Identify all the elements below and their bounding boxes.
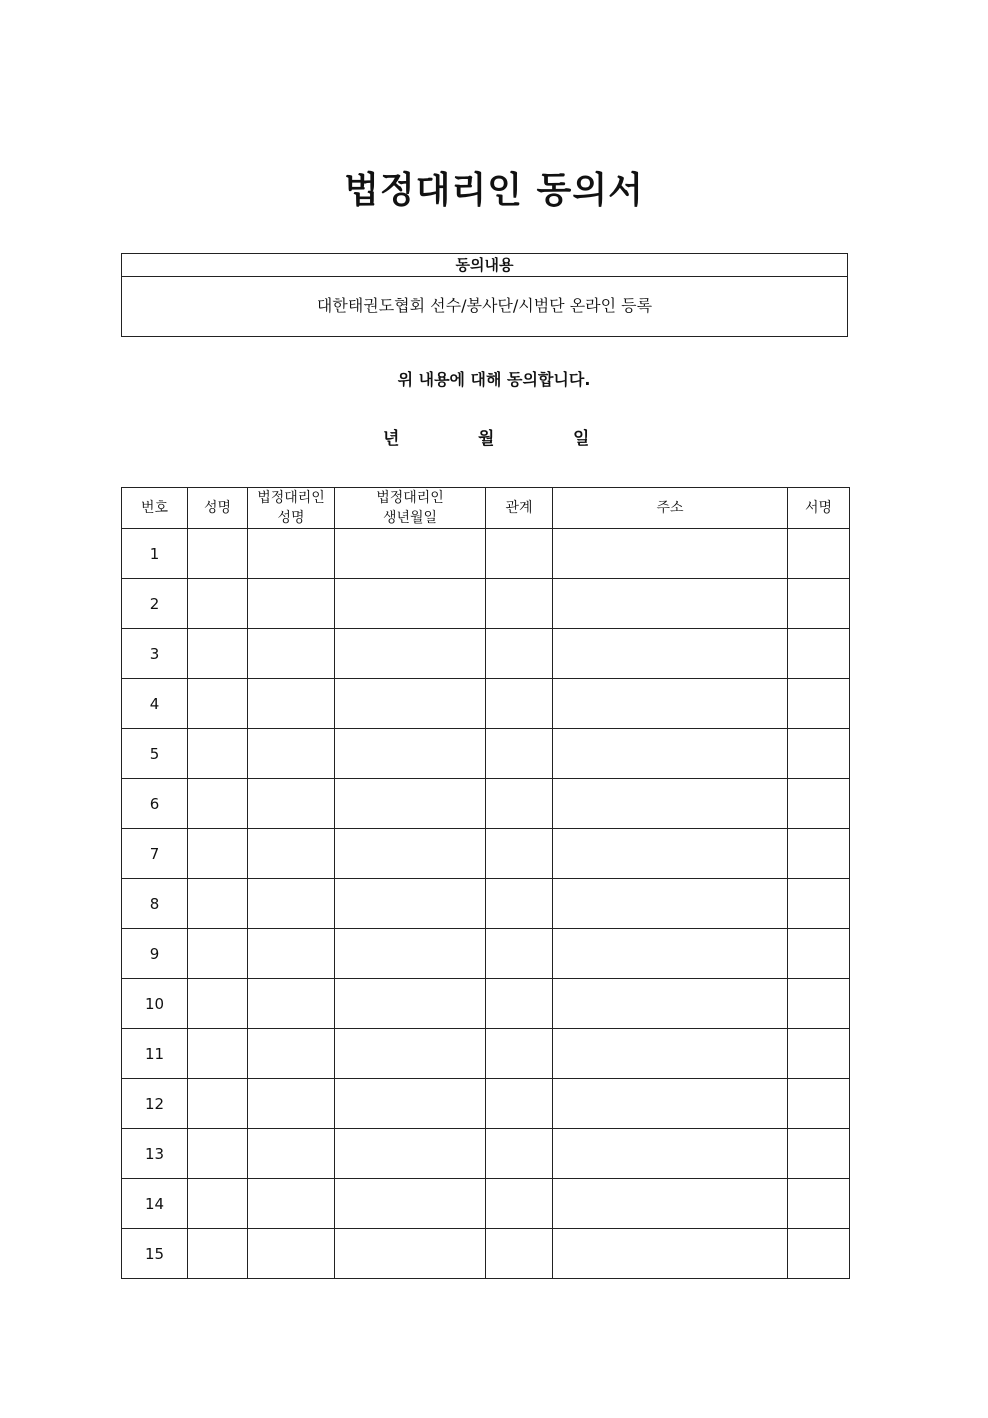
relation-cell[interactable] — [486, 779, 553, 829]
table-row — [122, 1129, 850, 1179]
name-cell[interactable] — [188, 729, 248, 779]
name-cell[interactable] — [188, 879, 248, 929]
consent-header: 동의내용 — [122, 254, 847, 277]
address-cell[interactable] — [553, 529, 788, 579]
date-year-label: 년 — [383, 429, 400, 449]
consent-content: 대한태권도협회 선수/봉사단/시범단 온라인 등록 — [316, 296, 653, 315]
guardian-birthdate-cell[interactable] — [335, 1029, 486, 1079]
signature-cell[interactable] — [788, 1179, 850, 1229]
signature-cell[interactable] — [788, 579, 850, 629]
signature-cell[interactable] — [788, 1129, 850, 1179]
address-cell[interactable] — [553, 579, 788, 629]
guardian-name-cell[interactable] — [248, 929, 335, 979]
relation-cell[interactable] — [486, 1079, 553, 1129]
address-cell[interactable] — [553, 1179, 788, 1229]
name-cell[interactable] — [188, 1179, 248, 1229]
guardian-birthdate-cell[interactable] — [335, 1079, 486, 1129]
name-cell[interactable] — [188, 929, 248, 979]
signature-cell[interactable] — [788, 779, 850, 829]
row-number-cell: 11 — [122, 1029, 188, 1079]
guardian-name-cell[interactable] — [248, 779, 335, 829]
relation-cell[interactable] — [486, 979, 553, 1029]
name-cell[interactable] — [188, 979, 248, 1029]
address-cell[interactable] — [553, 1079, 788, 1129]
header-guardian-birthdate: 법정대리인 생년월일 — [335, 488, 486, 529]
address-cell[interactable] — [553, 1129, 788, 1179]
row-number-cell: 2 — [122, 579, 188, 629]
name-cell[interactable] — [188, 1129, 248, 1179]
guardian-birthdate-cell[interactable] — [335, 829, 486, 879]
row-number-cell: 1 — [122, 529, 188, 579]
relation-cell[interactable] — [486, 829, 553, 879]
address-cell[interactable] — [553, 1029, 788, 1079]
address-cell[interactable] — [553, 979, 788, 1029]
table-row — [122, 1029, 850, 1079]
row-number-cell: 3 — [122, 629, 188, 679]
signature-cell[interactable] — [788, 679, 850, 729]
address-cell[interactable] — [553, 679, 788, 729]
guardian-name-cell[interactable] — [248, 679, 335, 729]
signature-cell[interactable] — [788, 979, 850, 1029]
row-number-cell: 14 — [122, 1179, 188, 1229]
name-cell[interactable] — [188, 829, 248, 879]
relation-cell[interactable] — [486, 879, 553, 929]
guardian-name-cell[interactable] — [248, 1079, 335, 1129]
guardian-birthdate-cell[interactable] — [335, 529, 486, 579]
guardian-birthdate-cell[interactable] — [335, 679, 486, 729]
guardian-name-cell[interactable] — [248, 579, 335, 629]
guardian-birthdate-cell[interactable] — [335, 1179, 486, 1229]
table-row — [122, 679, 850, 729]
guardian-name-cell[interactable] — [248, 1129, 335, 1179]
date-day-label: 일 — [573, 429, 590, 449]
signature-cell[interactable] — [788, 879, 850, 929]
table-row — [122, 529, 850, 579]
table-row — [122, 729, 850, 779]
row-number-cell: 7 — [122, 829, 188, 879]
header-number: 번호 — [122, 488, 188, 529]
guardian-name-cell[interactable] — [248, 1029, 335, 1079]
guardian-birthdate-cell[interactable] — [335, 879, 486, 929]
name-cell[interactable] — [188, 1079, 248, 1129]
signature-cell[interactable] — [788, 829, 850, 879]
guardian-birthdate-cell[interactable] — [335, 779, 486, 829]
header-relation: 관계 — [486, 488, 553, 529]
row-number-cell: 8 — [122, 879, 188, 929]
row-number-cell: 13 — [122, 1129, 188, 1179]
address-cell[interactable] — [553, 729, 788, 779]
table-row — [122, 629, 850, 679]
signature-cell[interactable] — [788, 929, 850, 979]
row-number-cell: 4 — [122, 679, 188, 729]
relation-cell[interactable] — [486, 579, 553, 629]
guardian-birthdate-cell[interactable] — [335, 979, 486, 1029]
relation-cell[interactable] — [486, 1179, 553, 1229]
signature-cell[interactable] — [788, 729, 850, 779]
signature-cell[interactable] — [788, 1029, 850, 1079]
guardian-birthdate-cell[interactable] — [335, 579, 486, 629]
name-cell[interactable] — [188, 679, 248, 729]
guardian-name-cell[interactable] — [248, 979, 335, 1029]
row-number-cell: 6 — [122, 779, 188, 829]
guardian-birthdate-cell[interactable] — [335, 1229, 486, 1279]
relation-cell[interactable] — [486, 629, 553, 679]
relation-cell[interactable] — [486, 529, 553, 579]
relation-cell[interactable] — [486, 1229, 553, 1279]
signature-cell[interactable] — [788, 529, 850, 579]
name-cell[interactable] — [188, 529, 248, 579]
table-row — [122, 1079, 850, 1129]
address-cell[interactable] — [553, 879, 788, 929]
relation-cell[interactable] — [486, 1029, 553, 1079]
table-row — [122, 579, 850, 629]
address-cell[interactable] — [553, 779, 788, 829]
address-cell[interactable] — [553, 929, 788, 979]
guardian-name-cell[interactable] — [248, 529, 335, 579]
address-cell[interactable] — [553, 829, 788, 879]
guardian-name-cell[interactable] — [248, 629, 335, 679]
address-cell[interactable] — [553, 1229, 788, 1279]
table-row — [122, 1179, 850, 1229]
guardian-name-cell[interactable] — [248, 829, 335, 879]
signature-cell[interactable] — [788, 1229, 850, 1279]
registry-table — [121, 487, 850, 1279]
guardian-name-cell[interactable] — [248, 1229, 335, 1279]
signature-cell[interactable] — [788, 629, 850, 679]
row-number-cell: 12 — [122, 1079, 188, 1129]
table-header-row — [122, 488, 850, 529]
table-row — [122, 1229, 850, 1279]
date-month-label: 월 — [478, 429, 495, 449]
relation-cell[interactable] — [486, 679, 553, 729]
row-number-cell: 10 — [122, 979, 188, 1029]
table-row — [122, 979, 850, 1029]
guardian-birthdate-cell[interactable] — [335, 929, 486, 979]
name-cell[interactable] — [188, 1029, 248, 1079]
relation-cell[interactable] — [486, 729, 553, 779]
relation-cell[interactable] — [486, 929, 553, 979]
signature-cell[interactable] — [788, 1079, 850, 1129]
guardian-birthdate-cell[interactable] — [335, 1129, 486, 1179]
guardian-name-cell[interactable] — [248, 729, 335, 779]
name-cell[interactable] — [188, 779, 248, 829]
name-cell[interactable] — [188, 1229, 248, 1279]
relation-cell[interactable] — [486, 1129, 553, 1179]
address-cell[interactable] — [553, 629, 788, 679]
header-signature: 서명 — [788, 488, 850, 529]
header-guardian-name: 법정대리인 성명 — [248, 488, 335, 529]
name-cell[interactable] — [188, 579, 248, 629]
table-row — [122, 779, 850, 829]
table-row — [122, 929, 850, 979]
guardian-birthdate-cell[interactable] — [335, 729, 486, 779]
guardian-name-cell[interactable] — [248, 1179, 335, 1229]
agree-statement: 위 내용에 대해 동의합니다. — [397, 370, 591, 389]
header-address: 주소 — [553, 488, 788, 529]
guardian-birthdate-cell[interactable] — [335, 629, 486, 679]
table-row — [122, 829, 850, 879]
consent-box — [121, 253, 848, 337]
table-body — [122, 529, 850, 1279]
name-cell[interactable] — [188, 629, 248, 679]
guardian-name-cell[interactable] — [248, 879, 335, 929]
row-number-cell: 9 — [122, 929, 188, 979]
header-name: 성명 — [188, 488, 248, 529]
row-number-cell: 5 — [122, 729, 188, 779]
table-row — [122, 879, 850, 929]
page-title: 법정대리인 동의서 — [344, 170, 644, 211]
row-number-cell: 15 — [122, 1229, 188, 1279]
